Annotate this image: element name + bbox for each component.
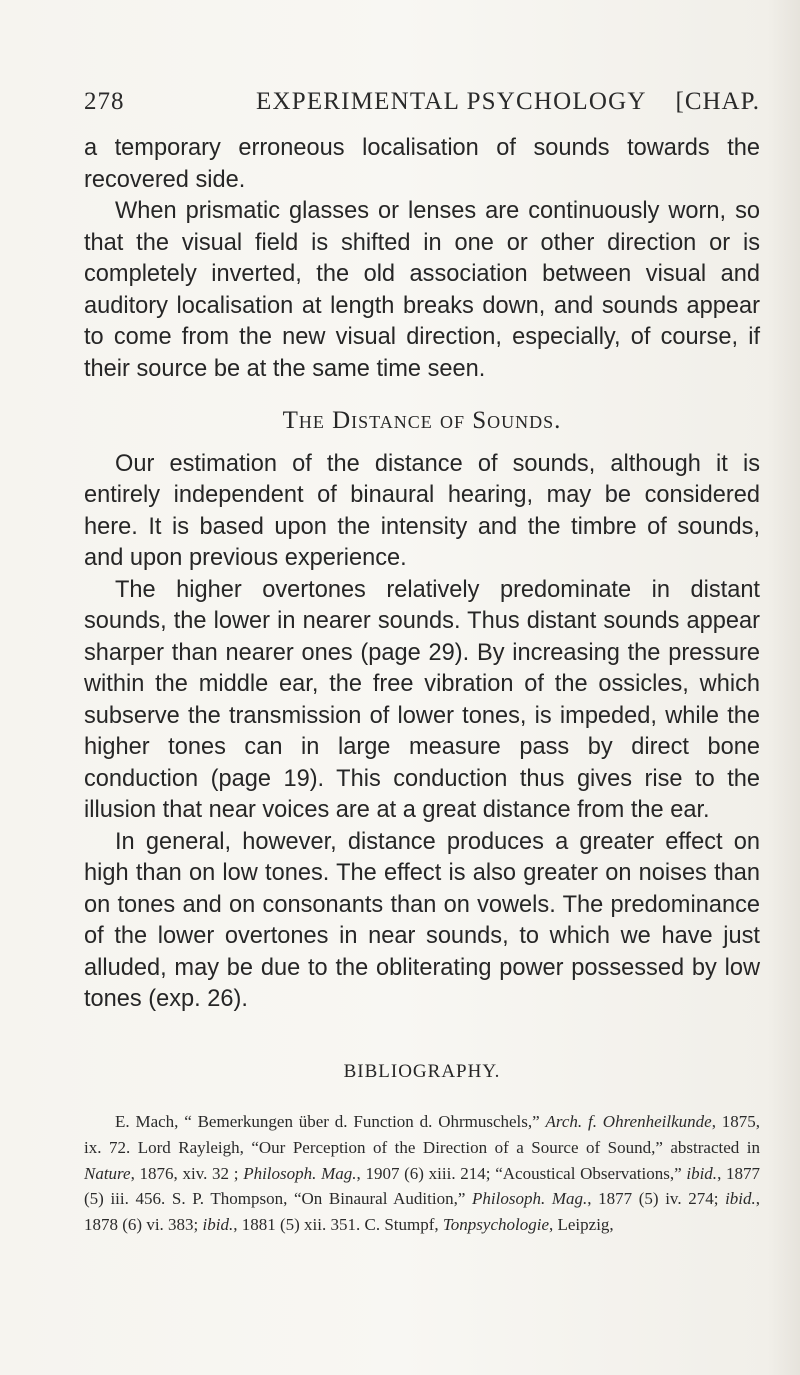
- paragraph-general-effect: In general, however, distance produces a greater effect on high than on low tones. The effect is also greater on noises than on tones and on consonants than on vowels. The predominance of the lower overtones in near sounds, to which we have just alluded, may be due to the obliterating power possessed by low tones (exp. 26).: [84, 828, 760, 1012]
- bib-journal-title: Philosoph. Mag.: [472, 1189, 588, 1209]
- bib-journal-title: ibid.: [725, 1189, 756, 1209]
- bibliography-heading: BIBLIOGRAPHY.: [343, 1060, 501, 1082]
- bib-journal-title: ibid.: [686, 1163, 718, 1183]
- bib-text-segment: , Leipzig,: [549, 1215, 614, 1235]
- paragraph-continuation: a temporary erroneous localisation of sounds towards the recovered side.: [84, 135, 760, 193]
- paragraph-distance-estimation: Our estimation of the distance of sounds, although it is entirely independent of binaural hearing, may be considered here. It is based upon the intensity and the timbre of sounds, and upon previous experience.: [84, 450, 760, 571]
- chapter-marker: [CHAP.: [675, 88, 760, 115]
- bibliography-entry: [84, 1109, 760, 1238]
- bib-journal-title: ibid.: [202, 1215, 234, 1235]
- bib-text-segment: , 1878 (6) vi. 383;: [84, 1189, 761, 1235]
- body-text: [84, 133, 760, 1238]
- bib-text-segment: , 1875, ix. 72. Lord Rayleigh, “Our Perception of the Direction of a Source of Sound,” abstracted in: [84, 1112, 761, 1157]
- paragraph-overtones: The higher overtones relatively predominate in distant sounds, the lower in nearer sounds. Thus distant sounds appear sharper than nearer ones (page 29). By increasing the pressure within the middle ear, the free vibration of the ossicles, which subserve the transmission of lower tones, is impeded, while the higher tones can in large measure pass by direct bone conduction (page 19). This conduction thus gives rise to the illusion that near voices are at a great distance from the ear.: [84, 576, 760, 823]
- bib-text-segment: , 1907 (6) xiii. 214; “Acoustical Observations,”: [356, 1163, 687, 1183]
- bib-text-segment: , 1876, xiv. 32 ;: [130, 1163, 244, 1183]
- section-heading: The Distance of Sounds.: [282, 407, 562, 434]
- running-title: EXPERIMENTAL PSYCHOLOGY: [256, 88, 647, 115]
- paragraph-prismatic-glasses: When prismatic glasses or lenses are continuously worn, so that the visual field is shifted in one or other direction or is completely inverted, the old association between visual and auditory localisation at length breaks down, and sounds appear to come from the new visual direction, especially, of course, if their source be at the same time seen.: [84, 198, 760, 382]
- bib-journal-title: Tonpsychologie: [442, 1215, 549, 1235]
- bib-text-segment: , 1877 (5) iv. 274;: [587, 1189, 726, 1209]
- bib-journal-title: Philosoph. Mag.: [243, 1163, 357, 1183]
- bib-journal-title: Arch. f. Ohrenheilkunde: [545, 1112, 712, 1131]
- bib-text-segment: E. Mach, “ Bemerkungen über d. Function d. Ohrmuschels,”: [115, 1112, 546, 1131]
- bib-text-segment: , 1877 (5) iii. 456. S. P. Thompson, “On Binaural Audition,”: [84, 1163, 761, 1209]
- page-number: 278: [84, 88, 125, 115]
- bib-text-segment: , 1881 (5) xii. 351. C. Stumpf,: [233, 1215, 443, 1235]
- bib-journal-title: Nature: [84, 1163, 131, 1183]
